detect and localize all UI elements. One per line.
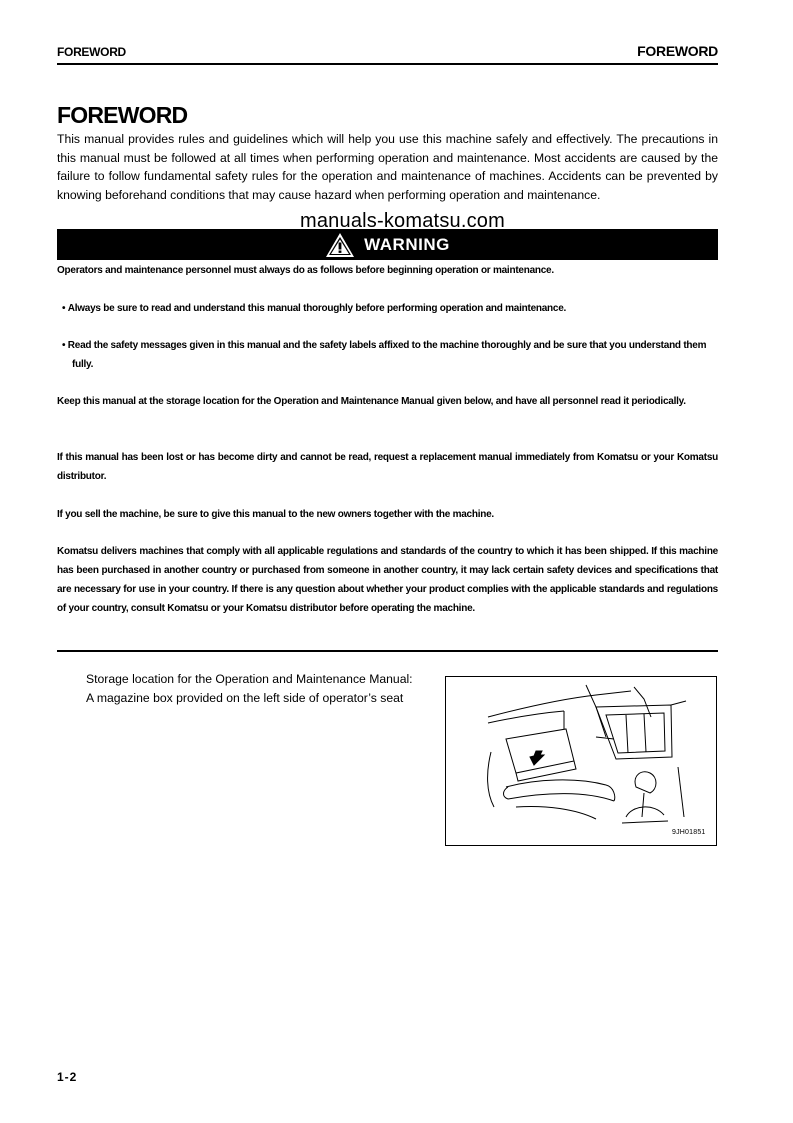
header-rule — [57, 63, 718, 65]
storage-figure — [445, 676, 717, 846]
storage-location — [86, 670, 413, 708]
page-number: 1-2 — [57, 1070, 78, 1084]
warning-end-rule — [57, 650, 718, 652]
header-left-title: FOREWORD — [57, 45, 126, 59]
warning-bullet-text: Read the safety messages given in this manual and the safety labels affixed to the machine thoroughly and be sure that you understand them fully. — [67, 340, 707, 370]
warning-lead: Operators and maintenance personnel must always do as follows before beginning operation or maintenance. — [57, 265, 554, 276]
page-title: FOREWORD — [57, 102, 188, 128]
warning-paragraph: Komatsu delivers machines that comply with all applicable regulations and standards of the country to which it has been shipped. If this machine has been purchased in another country or purchased from someone in another country, it may lack certain safety devices and specifications that are necessary for use in your country. If there is any question about whether your product complies with the applicable standards and regulations of your country, consult Komatsu or your Komatsu distributor before operating the machine. — [57, 546, 718, 614]
warning-triangle-icon — [325, 232, 355, 258]
operator-seat-illustration — [446, 677, 716, 845]
header-right-title: FOREWORD — [637, 43, 718, 59]
storage-line-1: Storage location for the Operation and Maintenance Manual: — [86, 672, 413, 686]
storage-line-2: A magazine box provided on the left side of operator’s seat — [86, 691, 404, 705]
warning-bullet-text: Always be sure to read and understand this manual thoroughly before performing operation and maintenance. — [67, 303, 567, 314]
intro-paragraph: This manual provides rules and guidelines which will help you use this machine safely and effectively. The precautions in this manual must be followed at all times when performing operation and maintenance. Most accidents are caused by the failure to follow fundamental safety rules for the operation and maintenance of machines. Accidents can be prevented by knowing beforehand conditions that may cause hazard when performing operation and maintenance. — [57, 132, 718, 202]
warning-paragraph: If you sell the machine, be sure to give this manual to the new owners together with the machine. — [57, 509, 494, 520]
warning-paragraph: Keep this manual at the storage location for the Operation and Maintenance Manual given below, and have all personnel read it periodically. — [57, 396, 686, 407]
warning-banner — [57, 229, 718, 260]
warning-label: WARNING — [364, 234, 450, 254]
figure-code: 9JH01851 — [672, 829, 706, 836]
warning-bullet: • Always be sure to read and understand this manual thoroughly before performing operation and maintenance. — [62, 303, 567, 314]
warning-bullet: • Read the safety messages given in this manual and the safety labels affixed to the machine thoroughly and be sure that you understand them fully. — [62, 340, 707, 370]
warning-paragraph: If this manual has been lost or has become dirty and cannot be read, request a replacement manual immediately from Komatsu or your Komatsu distributor. — [57, 452, 718, 482]
watermark: manuals-komatsu.com — [300, 210, 505, 232]
